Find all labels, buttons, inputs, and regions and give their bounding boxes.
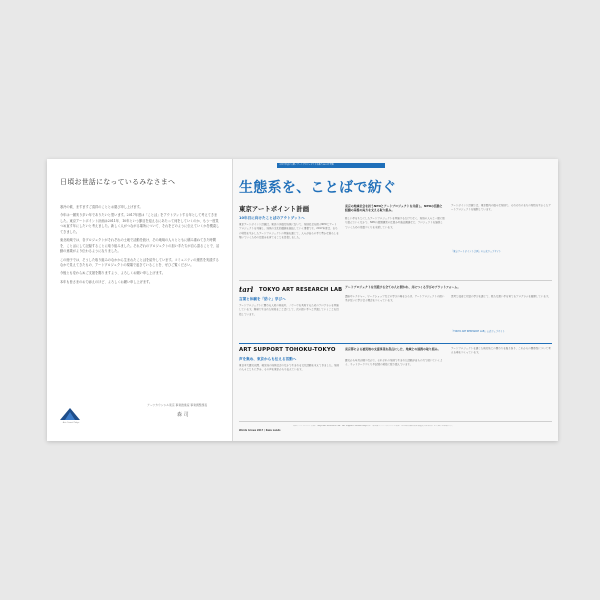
tokyo-subhead: 10年目に向けたことばのアウトプットへ (239, 216, 305, 220)
tarl-body: アートプロジェクトに関わる人材の育成や、ノウハウを共有するためのプログラムを実施しています。現場で生まれた知見をことばにして、次の担い手へと手渡していくことを目指しています。 (239, 304, 339, 316)
booklet-spread (47, 159, 558, 441)
tokyo-col2-head: 東京の地域社会を担うNPOとアートプロジェクトを共催し、NPOの活動と組織の基盤の両方を支える取り組み。 (345, 204, 443, 212)
tarl-subhead: 言葉と体験を「紡ぐ」学びへ (239, 297, 286, 301)
footer-text: 東京アートポイント計画、Tokyo Art Research Lab、Art Support Tohoku-Tokyo は、東京都とアーツカウンシル東京（公益財団法人東京都歴史文化財団）が実施する事業です。 (293, 425, 454, 427)
signature-organization: アーツカウンシル東京 事業推進室 事業調整課長 (147, 403, 208, 407)
ast-brand: ART SUPPORT TOHOKU-TOKYO (239, 347, 336, 353)
letter-paragraph: 寒冷の候、ますますご清祥のこととお慶び申し上げます。 (60, 205, 143, 209)
letter-paragraph: 今後とも変わらぬご支援を賜りますよう、よろしくお願い申し上げます。 (60, 271, 165, 276)
header-bar: 文化で社会に貢献 / アートプロジェクト年次報告2017年度版 (277, 163, 385, 168)
tokyo-col2-body: 新しい手をもとにしたアートプロジェクトを実施するだけでなく、地域の人々と一緒に取り組んでいくなかで、NPOの組織運営の仕組みや資金調達など、プロジェクトを継続していくための基盤づくりを支援しています。 (345, 217, 445, 229)
left-page (47, 159, 233, 441)
letter-paragraph: この冊子では、そうした取り組みのなかから生まれたことばを紹介しています。コミュニティの運営を実践するなかで見えてきたもの、アートプロジェクトの現場で起きていることを、ぜひご覧ください。 (60, 257, 219, 268)
tokyo-body: 東京アートポイント計画は、東京の多様な地域において、地域社会を担うNPOとアートプロジェクトを共催し、地域の文化的価値を創出していく事業です。2017年度は、まちの特性を生かしたアートプロジェクトの実施を通じて、人々が自らの手で豊かな暮らしを築いていくための仕組みを育てることを目指しました。 (239, 223, 339, 239)
tarl-brand: TOKYO ART RESEARCH LAB (259, 287, 343, 293)
tokyo-website-link[interactable]: 「東京アートポイント計画」の公式ウェブサイト (451, 250, 502, 253)
greeting-title: 日頃お世話になっているみなさまへ (60, 178, 176, 186)
letter-paragraph: 今年は一層実り多い年でありたいと思います。2017年度は「ことば」をアウトプットする年として考えてきました。東京アートポイント計画は2011年、10年という節目を迎えるにあたって何をしていくのか、もう一度見つめ直す年にしたいと考えました。新しく人がつながる場所について、それをどのように伝えていくかを模索してきました。 (60, 213, 220, 234)
tarl-col3-text: 思考と技術と対話の学びを通じて、新たな担い手を育てるプログラムを展開しています。 (451, 295, 551, 298)
footer-tag: Words Grows 2017 / Kazu Lands (239, 429, 281, 432)
logo-caption: Arts Council Tokyo (62, 422, 80, 424)
ast-col3-body: アートプロジェクトを通じた被災地との関わりを振り返り、これからの関係性について考える場をつくっています。 (451, 347, 551, 355)
ast-body: 東日本大震災以降、被災地の地域社会のなかで生まれる文化活動を支えてきました。地域の人々とともに歩み、その声を東京からも伝えています。 (239, 364, 339, 372)
arts-council-logo-icon (59, 407, 81, 421)
letter-paragraph: 東北地域では、各プロジェクトがそれぞれの土地で活動を続け、その地域の人々とともに積み重ねてきた時間を、ことばにして記録することに取り組みました。それぞれのプロジェクトの担い手たちが自ら語ることで、活動の意義がより伝わるようになりました。 (60, 238, 220, 254)
tarl-website-link[interactable]: 「TOKYO ART RESEARCH LAB」公式ウェブサイト (451, 330, 505, 333)
letter-closing: 本年も皆さまのお力添えのほど、よろしくお願い申し上げます。 (60, 279, 153, 284)
ast-col2-body: 震災から年月が経つなかで、それぞれの地域で生まれた活動が自らの力で続いていくよう、ネットワークづくりや記録の発信に取り組んでいます。 (345, 359, 443, 367)
tarl-logo-icon: tarl (239, 285, 254, 294)
tarl-col2-body: 講座やレクチャー、ワークショップなどの学びの場をひらき、アートプロジェクトの担い手が互いに学び合う機会をつくっています。 (345, 295, 445, 303)
section-divider (239, 280, 552, 281)
tokyo-art-point-brand: 東京アートポイント計画 (239, 205, 310, 213)
ast-col2-head: 東京都による被災地の支援事業を起点にした、地域との連携の取り組み。 (345, 347, 441, 351)
main-title: 生態系を、ことばで紡ぐ (239, 180, 397, 196)
section-rule (239, 343, 552, 344)
footer-divider (239, 421, 552, 422)
tokyo-col3-body: アートポイント計画では、東京都内の様々な地域で、それぞれのまちの特性を生かしたアートプロジェクトを展開しています。 (451, 204, 551, 212)
ast-subhead: 声を集め、東京からも伝える活動へ (239, 357, 297, 361)
signature-name: 森 司 (177, 412, 189, 418)
tarl-col2-head: アートプロジェクトを実践する全ての人に開かれ、共につくる学びのプラットフォーム。 (345, 285, 461, 289)
letter-body (60, 205, 220, 288)
right-page (233, 159, 558, 441)
